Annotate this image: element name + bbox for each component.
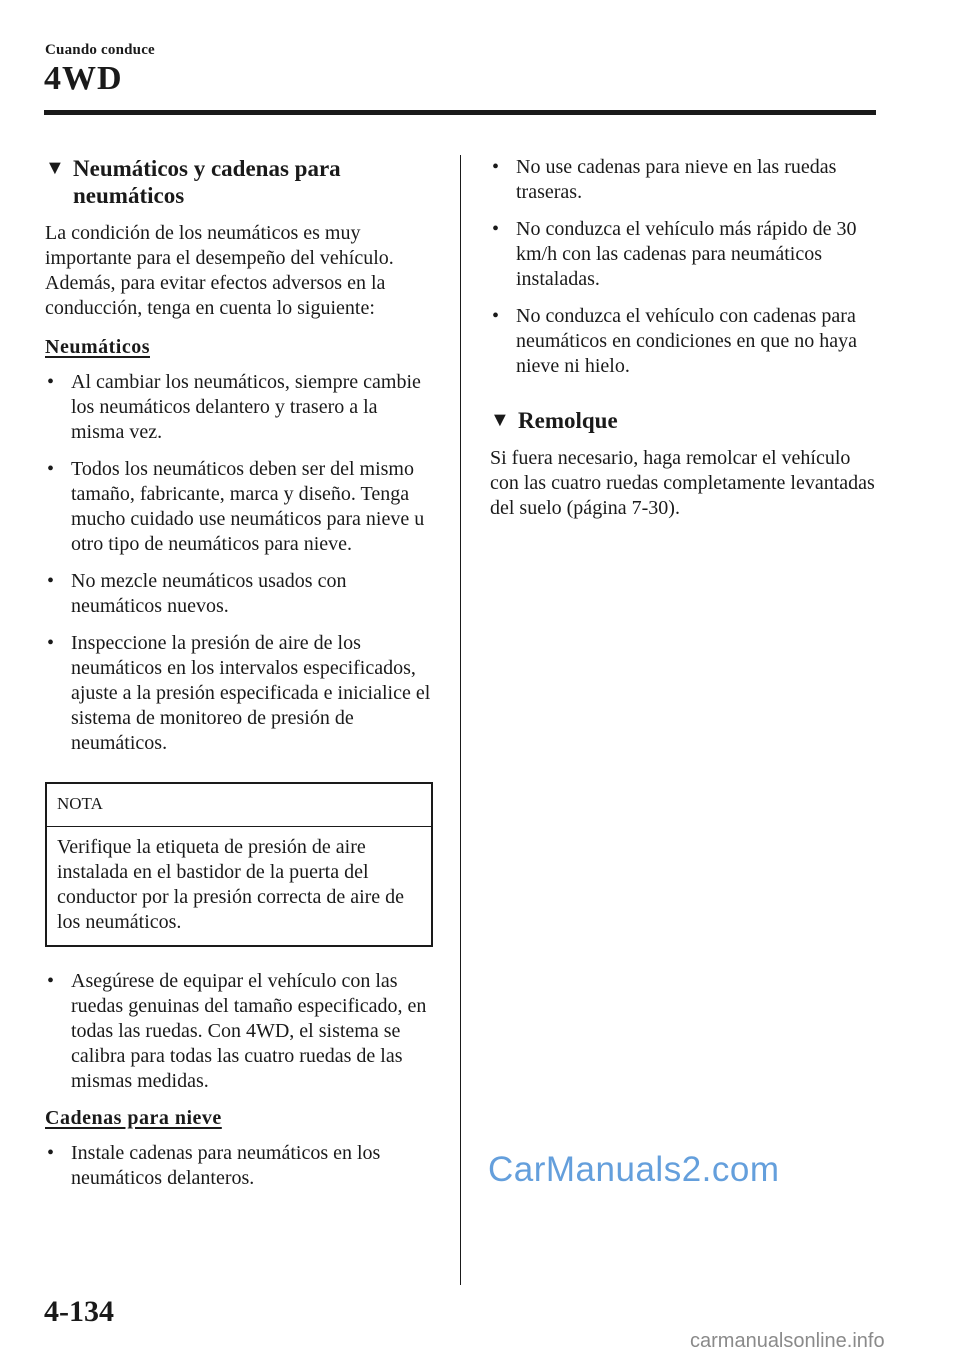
watermark-logo: CarManuals2.com (488, 1150, 780, 1189)
intro-paragraph: La condición de los neumáticos es muy importante para el desempeño del vehículo. Además, para evitar efectos adversos en la conducción, tenga en cuenta lo siguiente: (45, 222, 394, 319)
bullet-icon: • (47, 970, 55, 992)
right-column (490, 155, 882, 535)
triangle-marker-icon: ▼ (45, 157, 65, 179)
section-heading-towing (490, 407, 882, 434)
section-heading-text: Neumáticos y cadenas para neumáticos (73, 156, 341, 208)
list-item: • Instale cadenas para neumáticos en los neumáticos delanteros. (47, 1142, 381, 1189)
bullet-icon: • (47, 371, 55, 393)
section-heading-tires (45, 155, 433, 209)
bullet-icon: • (47, 458, 55, 480)
bullet-icon: • (492, 156, 500, 178)
page-number: 4-134 (44, 1295, 114, 1328)
triangle-marker-icon: ▼ (490, 409, 510, 431)
subheading-tires: Neumáticos (45, 336, 150, 358)
bullet-icon: • (47, 1142, 55, 1164)
chapter-label: Cuando conduce (45, 42, 155, 58)
subheading-chains: Cadenas para nieve (45, 1107, 222, 1129)
bullet-icon: • (492, 218, 500, 240)
bullet-icon: • (47, 570, 55, 592)
list-item: • No use cadenas para nieve en las ruedas traseras. (492, 156, 837, 203)
left-column (45, 155, 433, 1203)
list-item: • No conduzca el vehículo con cadenas para neumáticos en condiciones en que no haya nieve ni hielo. (492, 305, 857, 377)
note-label: NOTA (47, 784, 431, 827)
list-item: • Todos los neumáticos deben ser del mismo tamaño, fabricante, marca y diseño. Tenga mucho cuidado use neumáticos para nieve u otro tipo de neumáticos para nieve. (47, 458, 425, 555)
chains-list (45, 1141, 433, 1191)
note-box (45, 782, 433, 947)
page-title: 4WD (44, 60, 123, 97)
bullet-icon: • (47, 632, 55, 654)
wheels-list (45, 969, 433, 1094)
bullet-icon: • (492, 305, 500, 327)
towing-paragraph: Si fuera necesario, haga remolcar el vehículo con las cuatro ruedas completamente levantadas del suelo (página 7-30). (490, 447, 875, 519)
list-item: • Asegúrese de equipar el vehículo con las ruedas genuinas del tamaño especificado, en todas las ruedas. Con 4WD, el sistema se calibra para todas las cuatro ruedas de las mismas medidas. (47, 970, 427, 1092)
note-text: Verifique la etiqueta de presión de aire instalada en el bastidor de la puerta del conductor por la presión correcta de aire de los neumáticos. (57, 836, 405, 933)
list-item: • No conduzca el vehículo más rápido de 30 km/h con las cadenas para neumáticos instaladas. (492, 218, 857, 290)
header-divider (44, 110, 876, 115)
list-item: • No mezcle neumáticos usados con neumáticos nuevos. (47, 570, 347, 617)
list-item: • Al cambiar los neumáticos, siempre cambie los neumáticos delantero y trasero a la misma vez. (47, 371, 421, 443)
tires-list (45, 370, 433, 756)
column-divider (460, 155, 461, 1285)
section-heading-text: Remolque (518, 408, 618, 433)
list-item: • Inspeccione la presión de aire de los neumáticos en los intervalos especificados, ajuste a la presión especificada e inicialice el sistema de monitoreo de presión de neumáticos. (47, 632, 431, 754)
footer-site-watermark: carmanualsonline.info (690, 1330, 885, 1352)
chains-list-continued (490, 155, 882, 379)
